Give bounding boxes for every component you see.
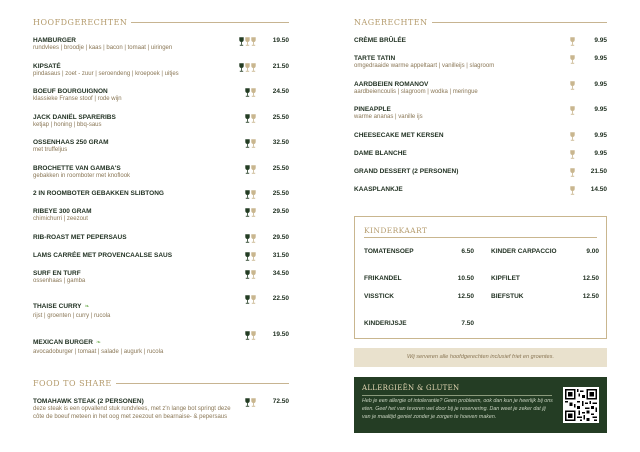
menu-item-price: 9.95 [594,106,607,113]
menu-item-name: MEXICAN BURGER [33,338,93,346]
wine-glass-icon [245,331,250,340]
share-list [33,398,289,421]
menu-item [354,168,607,176]
wine-glass-icon [251,63,256,72]
menu-item [33,114,289,130]
menu-item-name: PINEAPPLE [354,106,391,113]
menu-item-price: 9.95 [594,37,607,44]
menu-item-name: 2 IN ROOMBOTER GEBAKKEN SLIBTONG [33,190,164,197]
menu-item-price: 22.50 [272,295,289,302]
wine-glass-icon [251,234,256,243]
wine-glass-icon [251,398,256,407]
menu-item-description: rijst | groenten | curry | rucola [33,313,111,319]
menu-item-name: SURF EN TURF [33,269,81,277]
menu-item-price: 14.50 [590,185,607,193]
menu-item-name: CRÈME BRÛLÉE [354,37,407,44]
fries-note: Wij serveren alle hoofdgerechten inclusief friet en groentes. [354,348,607,367]
wine-pairing-icons [245,398,256,407]
menu-item-name: OSSENHAAS 250 GRAM [33,139,109,146]
menu-item [33,37,289,53]
wine-pairing-icons [245,234,256,243]
wine-pairing-icons [570,81,575,90]
wine-glass-icon [251,37,256,46]
wine-glass-icon [570,81,575,90]
kids-item [491,293,599,301]
wine-glass-icon [245,165,250,174]
menu-item-price: 29.50 [272,233,289,241]
kids-item-name: TOMATENSOEP [364,248,414,255]
vegetarian-leaf-icon: ❧ [84,304,90,310]
wine-pairing-icons [239,37,256,46]
allergy-title: ALLERGIEËN & GLUTEN [362,384,460,392]
menu-item-description: met truffeljus [33,147,68,153]
menu-item-description: warme ananas | vanille ijs [354,114,423,120]
kids-item [364,320,474,328]
wine-glass-icon [245,37,250,46]
divider [116,383,289,384]
menu-item-name: BROCHETTE VAN GAMBA'S [33,164,121,172]
wine-glass-icon [239,37,244,46]
wine-pairing-icons [570,55,575,64]
wine-glass-icon [245,270,250,279]
menu-item-name: RIBEYE 300 GRAM [33,208,92,215]
kids-item-price: 12.50 [582,275,599,282]
menu-item [33,398,289,421]
wine-glass-icon [570,55,575,64]
menu-item [354,55,607,71]
wine-glass-icon [245,88,250,97]
wine-glass-icon [245,295,250,304]
menu-item-description: avocadoburger | tomaat | salade | augurk | rucola [33,348,164,355]
desserts-header [354,17,607,27]
menu-item [354,37,607,45]
wine-pairing-icons [245,252,256,261]
menu-item-description: klassieke Franse stoof | rode wijn [33,96,122,102]
menu-item-price: 9.95 [594,55,607,62]
menu-item-name: TOMAHAWK STEAK (2 PERSONEN) [33,398,144,405]
wine-pairing-icons [245,114,256,123]
wine-glass-icon [245,208,250,217]
kids-item-price: 9.00 [586,248,599,255]
main-courses-header [33,17,289,27]
menu-item [33,63,289,79]
wine-pairing-icons [245,165,256,174]
wine-glass-icon [570,132,575,141]
desserts-title: NAGERECHTEN [354,17,428,27]
menu-item [33,88,289,104]
wine-glass-icon [570,168,575,177]
wine-pairing-icons [245,88,256,97]
wine-glass-icon [245,252,250,261]
divider [131,22,289,23]
menu-item-description: ossenhaas | gamba [33,277,86,284]
wine-glass-icon [251,165,256,174]
menu-item-name: HAMBURGER [33,37,76,44]
menu-item [354,81,607,97]
menu-item-price: 21.50 [590,167,607,175]
kids-item-price: 12.50 [582,293,599,300]
kids-item [364,248,474,256]
menu-item-description: ketjap | honing | bbq-saus [33,121,102,128]
menu-item-price: 25.50 [272,190,289,197]
wine-pairing-icons [245,331,256,340]
menu-item-description: aardbeiencoulis | slagroom | wodka | meringue [354,88,478,95]
wine-pairing-icons [570,37,575,46]
kids-item-price: 7.50 [461,320,474,327]
kids-item-price: 10.50 [457,275,474,282]
menu-item [33,165,289,181]
menu-item-name: JACK DANIËL SPARERIBS [33,113,116,121]
kids-item [364,293,474,301]
main-courses-list [33,37,289,356]
kids-item-name: VISSTICK [364,293,394,300]
menu-item [33,234,289,242]
wine-glass-icon [570,150,575,159]
menu-item [33,295,289,321]
wine-glass-icon [251,295,256,304]
kids-menu-title: KINDERKAART [364,226,428,235]
wine-glass-icon [245,398,250,407]
wine-glass-icon [245,234,250,243]
menu-item [33,270,289,286]
wine-glass-icon [251,88,256,97]
wine-glass-icon [239,63,244,72]
menu-item-name: KAASPLANKJE [354,185,403,193]
wine-glass-icon [245,139,250,148]
wine-glass-icon [251,270,256,279]
wine-pairing-icons [570,186,575,195]
kids-item-name: KINDERIJSJE [364,320,407,327]
kids-item-name: FRIKANDEL [364,275,402,282]
menu-item-description: gebakken in roomboter met knoflook [33,172,131,179]
menu-item-description: omgedraaide warme appeltaart | vanilleijs | slagroom [354,63,495,69]
menu-item-price: 32.50 [272,139,289,146]
menu-item [33,331,289,357]
menu-item [354,186,607,194]
kids-item-name: BIEFSTUK [491,293,524,300]
divider [364,237,597,238]
menu-item-description: rundvlees | broodje | kaas | bacon | tomaat | uiringen [33,45,173,51]
menu-item-price: 24.50 [272,88,289,95]
qr-code-icon[interactable] [563,387,599,423]
menu-item-price: 25.50 [272,113,289,121]
vegetarian-leaf-icon: ❧ [95,339,101,346]
allergy-box [354,377,607,433]
wine-pairing-icons [245,190,256,199]
wine-glass-icon [251,252,256,261]
menu-item-price: 9.95 [594,131,607,139]
wine-glass-icon [251,139,256,148]
menu-item-price: 29.50 [272,208,289,215]
menu-item-name: RIB-ROAST MET PEPERSAUS [33,233,127,241]
kids-item [491,275,599,283]
menu-item-description: pindasaus | zoet - zuur | seroendeng | kroepoek | uitjes [33,70,179,77]
menu-item [33,190,289,198]
wine-pairing-icons [245,295,256,304]
menu-item-name: CHEESECAKE MET KERSEN [354,131,444,139]
wine-pairing-icons [570,132,575,141]
kids-item [364,275,474,283]
menu-item [33,252,289,260]
menu-item-name: TARTE TATIN [354,55,396,62]
menu-item-price: 9.95 [594,80,607,88]
wine-pairing-icons [245,139,256,148]
wine-pairing-icons [245,208,256,217]
menu-item-name: AARDBEIEN ROMANOV [354,80,429,88]
wine-glass-icon [245,114,250,123]
allergy-text: Heb je een allergie of intolerantie? Geen probleem, ook dan kun je heerlijk bij ons eten. Geef het van tevoren wel door bij je reservering. Dan weet je zeker dat jij van je maaltijd geniet zonder je zorgen te hoeven maken. [362,398,553,420]
wine-pairing-icons [570,168,575,177]
main-courses-title: HOOFDGERECHTEN [33,17,128,27]
menu-item-price: 34.50 [272,269,289,277]
menu-item-name: GRAND DESSERT (2 PERSONEN) [354,167,459,175]
menu-item [33,139,289,155]
desserts-column [354,0,607,194]
kids-item-price: 12.50 [457,293,474,300]
menu-item-price: 19.50 [272,37,289,44]
kids-item-price: 6.50 [461,248,474,255]
wine-glass-icon [251,208,256,217]
wine-pairing-icons [239,63,256,72]
wine-glass-icon [245,190,250,199]
menu-item-name: DAME BLANCHE [354,149,407,157]
main-courses-column [33,0,289,421]
kids-item [491,248,599,256]
divider [432,22,607,23]
menu-item-description: chimichurri | zeezout [33,216,88,222]
share-header [33,378,289,388]
wine-pairing-icons [570,150,575,159]
menu-item-price: 31.50 [272,251,289,259]
wine-glass-icon [251,114,256,123]
menu-item [354,150,607,158]
wine-glass-icon [570,37,575,46]
wine-pairing-icons [570,106,575,115]
share-title: FOOD TO SHARE [33,378,112,388]
wine-glass-icon [570,106,575,115]
wine-glass-icon [570,186,575,195]
menu-item [33,208,289,224]
menu-item-price: 9.95 [594,149,607,157]
wine-glass-icon [251,331,256,340]
menu-item-name: KIPSATÉ [33,62,61,70]
wine-glass-icon [245,63,250,72]
menu-item-price: 72.50 [272,398,289,405]
menu-item [354,132,607,140]
kids-item-name: KIPFILET [491,275,520,282]
menu-item-name: THAISE CURRY [33,303,82,310]
menu-item-price: 21.50 [272,62,289,70]
desserts-list [354,37,607,194]
menu-item [354,106,607,122]
wine-glass-icon [251,190,256,199]
wine-pairing-icons [245,270,256,279]
divider [362,395,552,396]
kids-menu-box [354,216,607,339]
menu-item-description: deze steak is een opvallend stuk rundvlees, met z'n lange bot springt deze côte de boeuf meteen in het oog met zeezout en bearnaise- & pepersaus [33,406,231,420]
kids-item-name: KINDER CARPACCIO [491,248,557,255]
menu-item-name: BOEUF BOURGUIGNON [33,88,108,95]
menu-item-name: LAMS CARRÉE MET PROVENCAALSE SAUS [33,251,173,259]
menu-item-price: 25.50 [272,164,289,172]
menu-item-price: 19.50 [272,330,289,338]
